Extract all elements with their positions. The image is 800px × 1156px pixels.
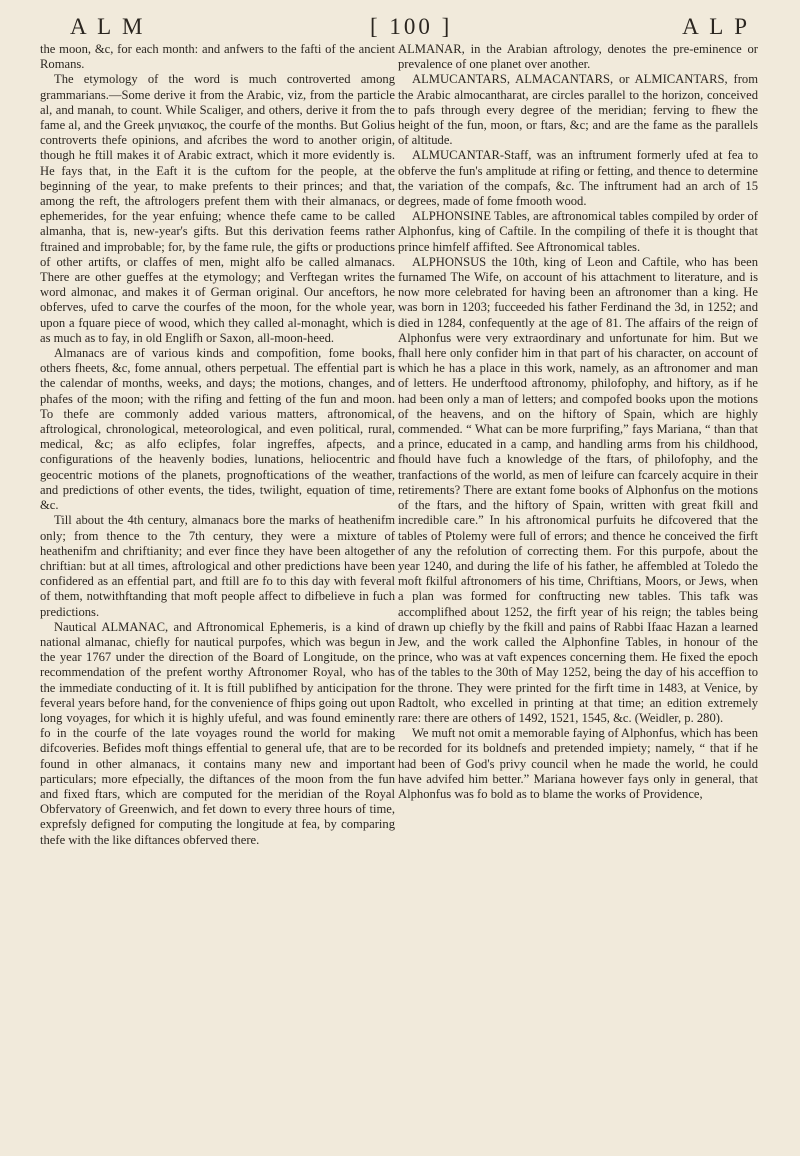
entry-almucantars: ALMUCANTARS, ALMACANTARS, or ALMICANTARS, from the Arabic almocantharat, are circles parallel to the horizon, conceived to pafs through every degree of the meridian; ferving to fhew the height of the fun, moon, or ftars, &c; and are the fame as the parallels of altitude.: [398, 72, 758, 148]
entry-almanar: ALMANAR, in the Arabian aftrology, denotes the pre-eminence or prevalence of one planet over another.: [398, 42, 758, 72]
paragraph: the moon, &c, for each month: and anfwers to the fafti of the ancient Romans.: [40, 42, 395, 72]
entry-almucantar-staff: ALMUCANTAR-Staff, was an inftrument formerly ufed at fea to obferve the fun's amplitude at rifing or fetting, and thence to determine the variation of the compafs, &c. The inftrument had an arch of 15 degrees, made of fome fmooth wood.: [398, 148, 758, 209]
header-right: A L P: [682, 14, 750, 39]
paragraph: Nautical ALMANAC, and Aftronomical Ephemeris, is a kind of national almanac, chiefly for nautical purpofes, which was begun in the year 1767 under the direction of the Board of Longitude, on the recommendation of the prefent worthy Aftronomer Royal, who has the immediate conducting of it. It is ftill publifhed by anticipation for feveral years before hand, for the convenience of fhips going out upon long voyages, for which it is highly ufeful, and was found eminently fo in the courfe of the late voyages round the world for making difcoveries. Befides moft things effential to general ufe, that are to be found in other almanacs, it contains many new and important particulars; more efpecially, the diftances of the moon from the fun and fixed ftars, which are computed for the meridian of the Royal Obfervatory of Greenwich, and fet down to every three hours of time, exprefsly defigned for computing the longitude at fea, by comparing thefe with the like diftances obferved there.: [40, 619, 395, 847]
entry-alphonsine-tables: ALPHONSINE Tables, are aftronomical tables compiled by order of Alphonfus, king of Caftile. In the compiling of thefe it is thought that prince himfelf affifted. See Aftronomical tables.: [398, 209, 758, 254]
header-left: A L M: [70, 14, 146, 39]
running-header: [70, 8, 750, 44]
left-column: [40, 42, 395, 848]
paragraph: Almanacs are of various kinds and compofition, fome books, others fheets, &c, fome annual, others perpetual. The effential part is the calendar of months, weeks, and days; the motions, changes, and phafes of the moon; with the rifing and fetting of the fun and moon. To thefe are commonly added various matters, aftronomical, aftrological, chronological, meteorological, and even political, rural, medical, &c; as alfo eclipfes, folar ingreffes, afpects, and configurations of the heavenly bodies, lunations, heliocentric and geocentric motions of the planets, prognoftications of the weather, and predictions of other events, the tides, twilight, equation of time, &c.: [40, 346, 395, 513]
paragraph: Till about the 4th century, almanacs bore the marks of heathenifm only; from thence to the 7th century, they were a mixture of heathenifm and chriftianity; and ever fince they have been altogether chriftian: but at all times, aftrological and other predictions have been confidered as an effential part, and ftill are fo to this day with feveral of them, notwithftanding that moft people affect to difbelieve in fuch predictions.: [40, 513, 395, 619]
page-number: [ 100 ]: [370, 14, 453, 39]
paragraph: We muft not omit a memorable faying of Alphonfus, which has been recorded for its boldnefs and pretended impiety; namely, “ that if he had been of God's privy council when he made the world, he could have advifed him better.” Mariana however fays only in general, that Alphonfus was fo bold as to blame the works of Providence,: [398, 726, 758, 801]
right-column: [398, 42, 758, 802]
entry-alphonsus: ALPHONSUS the 10th, king of Leon and Caftile, who has been furnamed The Wife, on account of his attachment to literature, and is now more celebrated for having been an aftronomer than a king. He was born in 1203; fucceeded his father Ferdinand the 3d, in 1252; and died in 1284, confequently at the age of 81. The affairs of the reign of Alphonfus were very extraordinary and unfortunate for him. But we fhall here only confider him in that part of his character, on account of which he has a place in this work, namely, as an aftronomer and man of letters. He underftood aftronomy, philofophy, and hiftory, as if he had been only a man of letters; and compofed books upon the motions of the heavens, and on the hiftory of Spain, which are highly commended. “ What can be more furprifing,” fays Mariana, “ than that a prince, educated in a camp, and handling arms from his childhood, fhould have fuch a knowledge of the ftars, of philofophy, and the tranfactions of the world, as men of leifure can fcarcely acquire in their retirements? There are extant fome books of Alphonfus on the motions of the ftars, and the hiftory of Spain, written with great fkill and incredible care.” In his aftronomical purfuits he difcovered that the tables of Ptolemy were full of errors; and thence he conceived the firft of any the refolution of correcting them. For this purpofe, about the year 1240, and during the life of his father, he affembled at Toledo the moft fkilful aftronomers of his time, Chriftians, Moors, or Jews, when a plan was formed for conftructing new tables. This tafk was accomplifhed about 1252, the firft year of his reign; the tables being drawn up chiefly by the fkill and pains of Rabbi Ifaac Hazan a learned Jew, and the work called the Alphonfine Tables, in honour of the prince, who was at vaft expences concerning them. He fixed the epoch of the tables to the 30th of May 1252, being the day of his acceffion to the throne. They were printed for the firft time in 1483, at Venice, by Radtolt, who excelled in printing at that time; an edition extremely rare: there are others of 1492, 1521, 1545, &c. (Weidler, p. 280).: [398, 254, 758, 725]
paragraph: The etymology of the word is much controverted among grammarians.—Some derive it from the Arabic, viz, from the particle al, and manah, to count. While Scaliger, and others, derive it from the fame al, and the Greek μηνιακος, the courfe of the months. But Golius controverts thefe opinions, and afcribes the word to another origin, though he ftill makes it of Arabic extract, which it more evidently is. He fays that, in the Eaft it is the cuftom for the people, at the beginning of the year, to make prefents to their princes; and that, among the reft, the aftrologers prefent them with their almanacs, or ephemerides, for the year enfuing; whence thefe came to be called almanha, that is, new-year's gifts. But this derivation feems rather ftrained and improbable; for, by the fame rule, the gifts or productions of other artifts, or claffes of men, might alfo be called almanacs. There are other gueffes at the etymology; and Verftegan writes the word almonac, and makes it of German original. Our anceftors, he obferves, ufed to carve the courfes of the moon, for the whole year, upon a fquare piece of wood, which they called al-monaght, which is as much as to fay, in old Englifh or Saxon, all-moon-heed.: [40, 72, 395, 345]
